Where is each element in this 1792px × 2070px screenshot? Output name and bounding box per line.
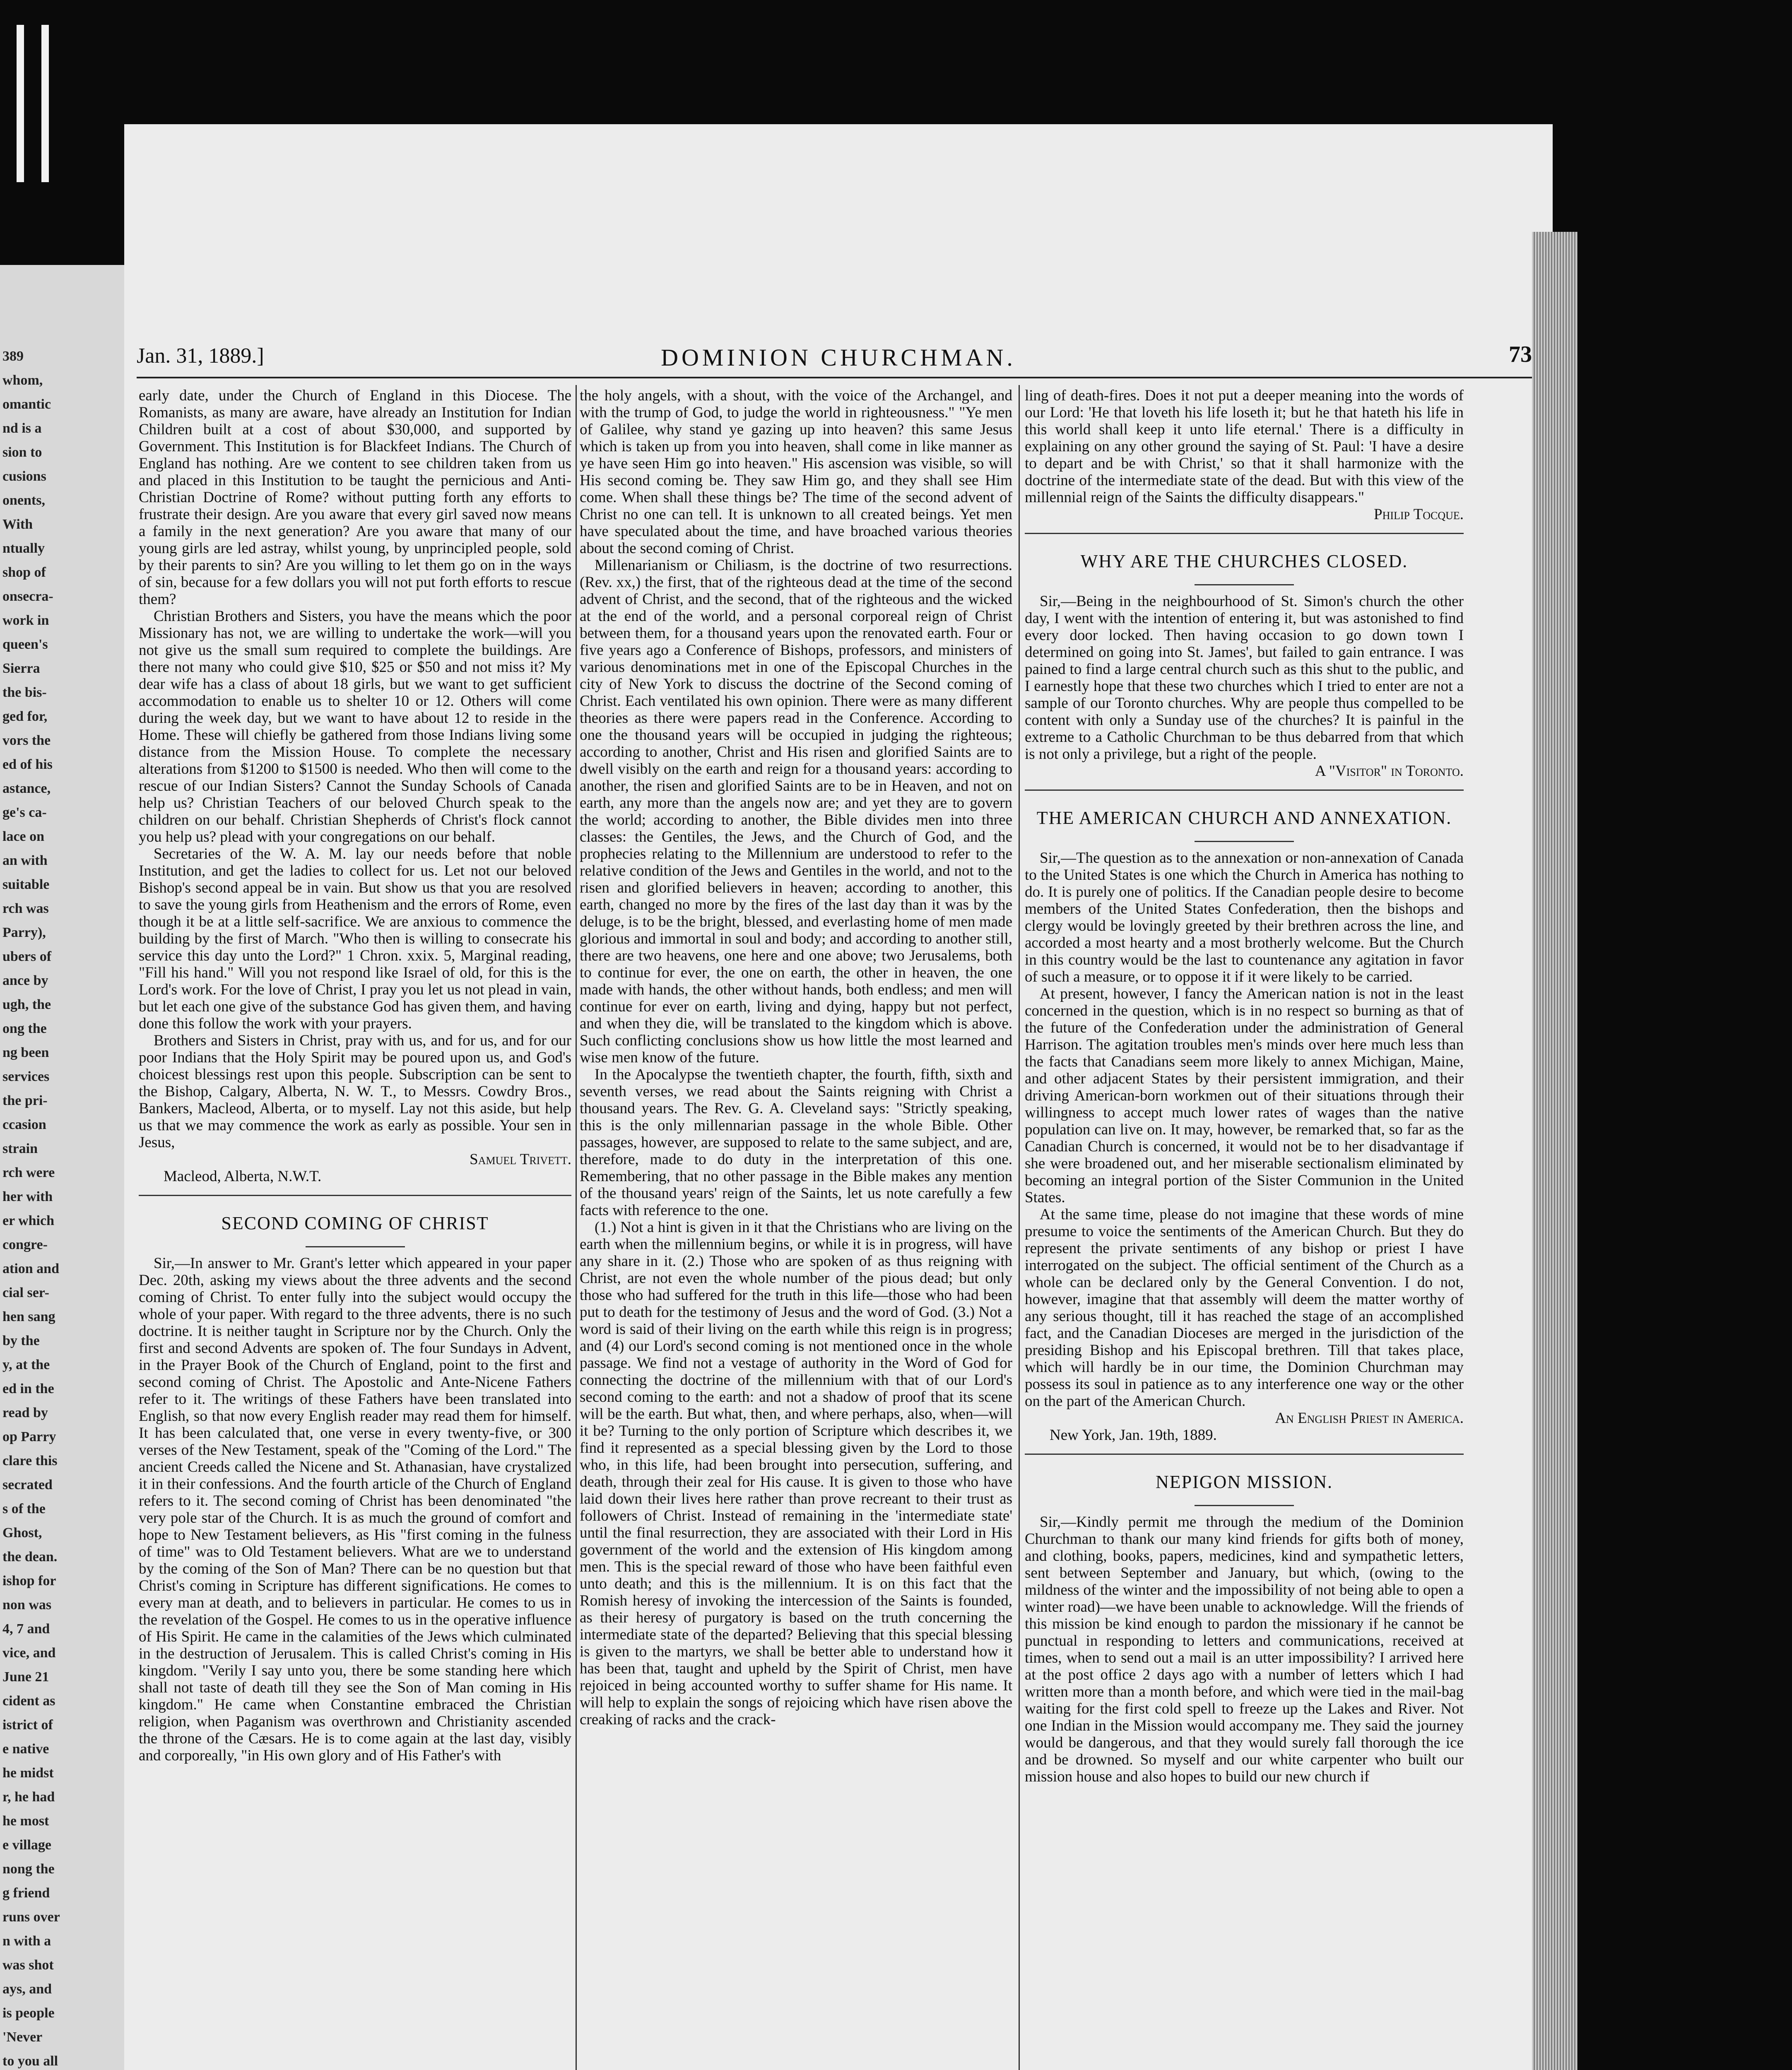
facing-page-text-fragment: was shot (2, 1957, 54, 1973)
facing-page-text-fragment: ed of his (2, 757, 53, 772)
facing-page-text-fragment: runs over (2, 1909, 60, 1925)
facing-page-text-fragment: by the (2, 1333, 40, 1348)
facing-page-text-fragment: ong the (2, 1021, 47, 1036)
header-rule (137, 377, 1532, 378)
facing-page-text-fragment: is people (2, 2005, 55, 2021)
section-rule (139, 1195, 571, 1196)
paragraph: Sir,—Kindly permit me through the medium of the Dominion Churchman to thank our many kind friends for gifts both of money, and clothing, books, papers, medicines, kind and sympathetic letters, sent between September and January, but which, (owing to the mildness of the winter and the impossibility of not being able to open a winter road)—we have been unable to acknowledge. Will the friends of this mission be kind enough to pardon the missionary if he cannot be punctual in responding to letters and communications, received at times, when to send out a mail is an utter impossibility? I arrived here at the post office 2 days ago with a number of letters which I had written more than a month before, and which were tied in the mail-bag waiting for the first cold spell to freeze up the Lakes and River. Not one Indian in the Mission would accompany me. They said the journey would be dangerous, and that they would surely fall thorough the ice and be drowned. So myself and our white carpenter who built our mission house and also hopes to build our new church if (1025, 1514, 1464, 1785)
facing-page-text-fragment: ubers of (2, 949, 52, 964)
facing-page-text-fragment: onsecra- (2, 589, 53, 604)
section-rule (1025, 1454, 1464, 1455)
facing-page-text-fragment: he midst (2, 1765, 54, 1781)
facing-page-text-fragment: ation and (2, 1261, 59, 1276)
column-3 (1025, 387, 1464, 1785)
heading-rule (306, 1246, 405, 1247)
facing-page-text-fragment: ays, and (2, 1981, 52, 1997)
facing-page-text-fragment: June 21 (2, 1669, 49, 1685)
column-rule (576, 385, 577, 2070)
facing-page-fragment (0, 265, 124, 2070)
page-number: 73 (1509, 342, 1532, 367)
facing-page-text-fragment: vice, and (2, 1645, 56, 1661)
signature: Samuel Trivett. (470, 1151, 571, 1168)
paragraph: early date, under the Church of England in this Diocese. The Romanists, as many are aware, have already an Institution for Indian Children built at a cost of about $30,000, and supported by Government. This Institution is for Blackfeet Indians. The Church of England has nothing. Are we content to see children taken from us and placed in this Institution to be taught the pernicious and Anti-Christian Doctrine of Rome? without putting forth any efforts to frustrate their design. Are you aware that every girl saved now means a family in the next generation? Are you aware that many of our young girls are led astray, whilst young, by unprincipled people, sold by their parents to sin? Are you willing to let them go on in the ways of sin, because for a few dollars you will not put forth efforts to rescue them? (139, 387, 571, 608)
facing-page-text-fragment: cident as (2, 1693, 55, 1709)
heading-rule (1195, 584, 1294, 585)
paragraph: Christian Brothers and Sisters, you have the means which the poor Missionary has not, we are willing to undertake the work—will you not give us the small sum required to complete the buildings. Are there not many who could give $10, $25 or $50 and not miss it? My dear wife has a class of about 18 girls, but we want to get sufficient accommodation to enable us to shelter 10 or 12. Others will come during the week day, but we want to have about 12 to reside in the Home. These will chiefly be gathered from those Indians living some distance from the Mission House. To complete the necessary alterations from $1200 to $1500 is needed. Who then will come to the rescue of our Indian Sisters? Cannot the Sunday Schools of Canada help us? Christian Teachers of our beloved Church speak to the children on our behalf. Christian Shepherds of Christ's flock cannot you help us? plead with your congregations on our behalf. (139, 608, 571, 845)
column-2 (580, 387, 1012, 1728)
facing-page-text-fragment: ishop for (2, 1573, 56, 1589)
facing-page-text-fragment: s of the (2, 1501, 46, 1516)
binding-bar (17, 25, 24, 182)
facing-page-text-fragment: to you all (2, 2053, 58, 2069)
paragraph: Sir,—Being in the neighbourhood of St. Simon's church the other day, I went with the intention of entering it, but was astonished to find every door locked. Then having occasion to go down town I determined on going into St. James', but failed to gain entrance. I was pained to find a large central church such as this shut to the public, and I earnestly hope that these two churches which I tried to enter are not a sample of our Toronto churches. Why are people thus compelled to be content with only a Sunday use of the churches? It is painful in the extreme to a Catholic Churchman to be thus debarred from that which is not only a privilege, but a right of the people. (1025, 593, 1464, 763)
facing-page-text-fragment: strain (2, 1141, 38, 1156)
article-heading: WHY ARE THE CHURCHES CLOSED. (1080, 551, 1408, 571)
facing-page-text-fragment: shop of (2, 565, 46, 580)
paragraph: At the same time, please do not imagine that these words of mine presume to voice the sentiments of the American Church. But they do represent the private sentiments of any bishop or priest I have interrogated on the subject. The official sentiment of the Church as a whole can be declared only by the General Convention. I do not, however, imagine that that assembly will deem the matter worthy of any serious thought, till it has reached the stage of an accomplished fact, and the Canadian Dioceses are merged in the jurisdiction of the presiding Bishop and his Episcopal brethren. Till that takes place, which will hardly be in our time, the Dominion Churchman may possess its soul in patience as to any interference one way or the other on the part of the American Church. (1025, 1206, 1464, 1410)
masthead (137, 342, 1540, 371)
column-rule (1019, 385, 1020, 2070)
facing-page-text-fragment: 389 (2, 349, 24, 364)
paragraph: Secretaries of the W. A. M. lay our needs before that noble Institution, and get the ladies to collect for us. Let not our beloved Bishop's second appeal be in vain. But show us that you are resolved to save the young girls from Heathenism and the errors of Rome, even though it be at a little self-sacrifice. We are anxious to commence the building by the first of March. "Who then is willing to consecrate his service this day unto the Lord?" 1 Chron. xxix. 5, Marginal reading, "Fill his hand." Will you not respond like Israel of old, for this is the Lord's work. For the love of Christ, I pray you let us not plead in vain, but let each one give of the substance God has given them, and having done this follow the work with your prayers. (139, 845, 571, 1032)
facing-page-text-fragment: an with (2, 853, 48, 868)
facing-page-text-fragment: he most (2, 1813, 49, 1829)
facing-page-text-fragment: services (2, 1069, 50, 1084)
facing-page-text-fragment: vors the (2, 733, 51, 748)
facing-page-text-fragment: queen's (2, 637, 48, 652)
paragraph: Millenarianism or Chiliasm, is the doctrine of two resurrections. (Rev. xx,) the first, that of the righteous dead at the time of the second advent of Christ, and the second, that of the righteous and the wicked at the end of the world, and a personal corporeal reign of Christ between them, for a thousand years upon the renovated earth. Four or five years ago a Conference of Bishops, professors, and ministers of various denominations met in one of the Episcopal Churches in the city of New York to discuss the doctrine of the Second coming of Christ. Each ventilated his own opinion. There were as many different theories as there were papers read in the Conference. According to one the thousand years will be occupied in judging the righteous; according to another, Christ and His risen and glorified Saints are to dwell visibly on the earth and reign for a thousand years: according to another, the risen and glorified Saints are to be in Heaven, and not on earth, any more than the angels now are; and yet they are to govern the world; according to another, the Bible divides men into three classes: the Gentiles, the Jews, and the Church of God, and the prophecies relating to the Millennium are understood to refer to the relative condition of the Jews and Gentiles in the world, and not to the risen and glorified believers in heaven; according to another, this earth, changed no more by the fires of the last day than it was by the deluge, is to be the bright, blessed, and everlasting home of men made glorious and immortal in soul and body; and according to another still, there are two heavens, one here and one above; two Jerusalems, both to continue for ever, the one on earth, the other in heaven, the one made with hands, the other without hands, both endless; and men will continue for ever on earth, living and dying, happy but not perfect, and when they die, will be translated to the kingdom which is above. Such conflicting conclusions show us how little the most learned and wise men know of the future. (580, 557, 1012, 1066)
facing-page-text-fragment: cial ser- (2, 1285, 49, 1300)
facing-page-text-fragment: lace on (2, 829, 45, 844)
facing-page-text-fragment: With (2, 517, 33, 532)
page-edges (1532, 232, 1578, 2070)
facing-page-text-fragment: nd is a (2, 421, 42, 436)
issue-date: Jan. 31, 1889.] (137, 344, 264, 368)
facing-page-text-fragment: the pri- (2, 1093, 48, 1108)
facing-page-text-fragment: her with (2, 1189, 53, 1204)
facing-page-text-fragment: rch were (2, 1165, 55, 1180)
facing-page-text-fragment: the dean. (2, 1549, 58, 1565)
facing-page-text-fragment: nong the (2, 1861, 55, 1877)
facing-page-text-fragment: onents, (2, 493, 45, 508)
facing-page-text-fragment: 4, 7 and (2, 1621, 50, 1637)
facing-page-text-fragment: rch was (2, 901, 49, 916)
facing-page-text-fragment: ccasion (2, 1117, 46, 1132)
facing-page-text-fragment: op Parry (2, 1429, 56, 1444)
article-heading: SECOND COMING OF CHRIST (221, 1213, 489, 1233)
signature-place: Macleod, Alberta, N.W.T. (164, 1168, 322, 1185)
paragraph: (1.) Not a hint is given in it that the Christians who are living on the earth when the millennium begins, or while it is in progress, will have any share in it. (2.) Those who are spoken of as thus reigning with Christ, are not even the whole number of the pious dead; but only those who had suffered for the truth in this life—those who had been put to death for the testimony of Jesus and the word of God. (3.) Not a word is said of their living on the earth while this reign is in progress; and (4) our Lord's second coming is not mentioned once in the whole passage. We find not a vestage of authority in the Word of God for connecting the doctrine of the millennium with that of our Lord's second coming to the earth: and not a shadow of proof that its scene will be the earth. But what, then, and where perhaps, also, when—will it be? Turning to the only portion of Scripture which describes it, we find it represented as a special blessing given by the Lord to those who, in this life, had been brought into persecution, suffering, and death, through their zeal for His cause. It is given to those who have laid down their lives here rather than prove recreant to their trust as followers of Christ. Instead of remaining in the 'intermediate state' until the final resurrection, they are associated with their Lord in His government of the world and the extension of His kingdom among men. This is the special reward of those who have been faithful even unto death; and this is the millennium. It is on this fact that the Romish heresy of invoking the intercession of the Saints is founded, as their heresy of purgatory is based on the truth concerning the intermediate state of the departed? Believing that this special blessing is given to the martyrs, we shall be better able to understand how it has been that, taught and upheld by the Spirit of Christ, men have rejoiced in being accounted worthy to suffer shame for His name. It will help to explain the songs of rejoicing which have risen above the creaking of racks and the crack- (580, 1219, 1012, 1728)
facing-page-text-fragment: r, he had (2, 1789, 55, 1805)
article-heading: NEPIGON MISSION. (1155, 1472, 1333, 1492)
facing-page-text-fragment: astance, (2, 781, 51, 796)
heading-rule (1195, 1505, 1294, 1506)
facing-page-text-fragment: suitable (2, 877, 50, 892)
heading-rule (1195, 841, 1294, 842)
facing-page-text-fragment: whom, (2, 373, 43, 388)
paragraph: At present, however, I fancy the American nation is not in the least concerned in the question, which is in no respect so burning as that of the future of the Confederation under the administration of General Harrison. The agitation troubles men's minds over here much less than the facts that Canadians seem more likely to annex Michigan, Maine, and other adjacent States by their persistent immigration, and their driving American-born workmen out of their situations through their willingness to accept much lower rates of wages than the native population can live on. It may, however, be remarked that, so far as the Canadian Church is concerned, it would not be to her disadvantage if she were broadened out, and her miserable sectionalism eliminated by becoming an integral portion of the Sister Communion in the United States. (1025, 985, 1464, 1206)
paragraph: In the Apocalypse the twentieth chapter, the fourth, fifth, sixth and seventh verses, we read about the Saints reigning with Christ a thousand years. The Rev. G. A. Cleveland says: "Strictly speaking, this is the only millennarian passage in the whole Bible. Other passages, however, are supposed to relate to the same subject, and are, therefore, made to do duty in the interpretation of this one. Remembering, that no other passage in the Bible makes any mention of the thousand years' reign of the Saints, let us note carefully a few facts with reference to the one. (580, 1066, 1012, 1219)
facing-page-text-fragment: clare this (2, 1453, 58, 1468)
facing-page-text-fragment: sion to (2, 445, 42, 460)
facing-page-text-fragment: e native (2, 1741, 49, 1757)
facing-page-text-fragment: the bis- (2, 685, 47, 700)
section-rule (1025, 533, 1464, 534)
paragraph: Sir,—In answer to Mr. Grant's letter which appeared in your paper Dec. 20th, asking my views about the three advents and the second coming of Christ. To enter fully into the subject would occupy the whole of your paper. With regard to the three advents, there is no such doctrine. It is neither taught in Scripture nor by the Church. Only the first and second Advents are spoken of. The four Sundays in Advent, in the Prayer Book of the Church of England, point to the first and second coming of Christ. The Apostolic and Ante-Nicene Fathers refer to it. The writings of these Fathers have been translated into English, so that now every English reader may read them for himself. It has been calculated that, one verse in every twenty-five, or 300 verses of the New Testament, speak of the "Coming of the Lord." The ancient Creeds called the Nicene and St. Athanasian, have crystalized it in their confessions. And the fourth article of the Church of England refers to it. The second coming of Christ has been denominated "the very pole star of the Church. It is as much the ground of comfort and hope to New Testament believers, as His "first coming in the fulness of time" was to Old Testament believers. What are we to understand by the coming of the Son of Man? There can be no question but that Christ's coming in Scripture has different significations. He comes to every man at death, and to believers in particular. He comes to us in the revelation of the Gospel. He comes to us in the operative influence of His Spirit. He came in the calamities of the Jews which culminated in the destruction of Jerusalem. This is called Christ's coming in His kingdom. "Verily I say unto you, there be some standing here which shall not taste of death till they see the Son of Man coming in His kingdom." He came when Constantine embraced the Christian religion, when Paganism was overthrown and Christianity ascended the throne of the Cæsars. He is to come again at the last day, visibly and corporeally, "in His own glory and of His Father's with (139, 1255, 571, 1764)
facing-page-text-fragment: istrict of (2, 1717, 53, 1733)
facing-page-text-fragment: congre- (2, 1237, 48, 1252)
facing-page-text-fragment: g friend (2, 1885, 50, 1901)
facing-page-text-fragment: ged for, (2, 709, 48, 724)
facing-page-text-fragment: 'Never (2, 2029, 43, 2045)
facing-page-text-fragment: secrated (2, 1477, 53, 1492)
facing-page-text-fragment: y, at the (2, 1357, 50, 1372)
article-heading: THE AMERICAN CHURCH AND ANNEXATION. (1036, 808, 1452, 828)
facing-page-text-fragment: e village (2, 1837, 52, 1853)
facing-page-text-fragment: ed in the (2, 1381, 54, 1396)
facing-page-text-fragment: ugh, the (2, 997, 51, 1012)
facing-page-text-fragment: hen sang (2, 1309, 55, 1324)
signature: An English Priest in America. (1275, 1410, 1464, 1427)
facing-page-text-fragment: ge's ca- (2, 805, 47, 820)
publication-title: DOMINION CHURCHMAN. (661, 344, 1016, 371)
facing-page-text-fragment: omantic (2, 397, 51, 412)
paragraph: the holy angels, with a shout, with the voice of the Archangel, and with the trump of God, to judge the world in righteousness." "Ye men of Galilee, why stand ye gazing up into heaven? this same Jesus which is taken up from you into heaven, shall come in like manner as ye have seen Him go into heaven." His ascension was visible, so will His second coming be. They saw Him go, and they shall see Him come. When shall these things be? The time of the second advent of Christ no one can tell. It is unknown to all created beings. Yet men have speculated about the time, and have broached various theories about the second coming of Christ. (580, 387, 1012, 557)
signature: Philip Tocque. (1374, 506, 1464, 523)
facing-page-text-fragment: read by (2, 1405, 48, 1420)
paragraph: ling of death-fires. Does it not put a deeper meaning into the words of our Lord: 'He that loveth his life loseth it; but he that hateth his life in this world shall keep it unto life eternal.' There is a difficulty in explaining on any other ground the saying of St. Paul: 'I have a desire to depart and be with Christ,' so that it shall harmonize with the doctrine of the intermediate state of the dead. But with this view of the millennial reign of the Saints the difficulty disappears." (1025, 387, 1464, 506)
section-rule (1025, 789, 1464, 791)
facing-page-text-fragment: er which (2, 1213, 54, 1228)
facing-page-text-fragment: ance by (2, 973, 48, 988)
facing-page-text-fragment: n with a (2, 1933, 51, 1949)
facing-page-text-fragment: Sierra (2, 661, 40, 676)
paragraph: Brothers and Sisters in Christ, pray with us, and for us, and for our poor Indians that the Holy Spirit may be poured upon us, and God's choicest blessings rest upon this people. Subscription can be sent to the Bishop, Calgary, Alberta, N. W. T., to Messrs. Cowdry Bros., Bankers, Macleod, Alberta, or to myself. Lay not this aside, but help us that we may commence the work as early as possible. Your sen in Jesus, (139, 1032, 571, 1151)
facing-page-text-fragment: ntually (2, 541, 45, 556)
paragraph: Sir,—The question as to the annexation or non-annexation of Canada to the United States is one which the Church in America has nothing to do. It is purely one of politics. If the Canadian people desire to become members of the United States Confederation, then the bishops and clergy would be lovingly greeted by their brethren across the line, and accorded a most hearty and a most brotherly welcome. But the Church in this country would be the last to countenance any agitation in favor of such a measure, or to oppose it if it were likely to be carried. (1025, 850, 1464, 985)
facing-page-text-fragment: work in (2, 613, 49, 628)
facing-page-text-fragment: cusions (2, 469, 46, 484)
facing-page-text-fragment: ng been (2, 1045, 49, 1060)
column-1 (139, 387, 571, 1764)
facing-page-text-fragment: Parry), (2, 925, 46, 940)
signature: A "Visitor" in Toronto. (1315, 763, 1464, 780)
facing-page-text-fragment: Ghost, (2, 1525, 42, 1540)
dateline: New York, Jan. 19th, 1889. (1050, 1427, 1217, 1444)
binding-bar (41, 25, 49, 182)
facing-page-text-fragment: non was (2, 1597, 52, 1613)
